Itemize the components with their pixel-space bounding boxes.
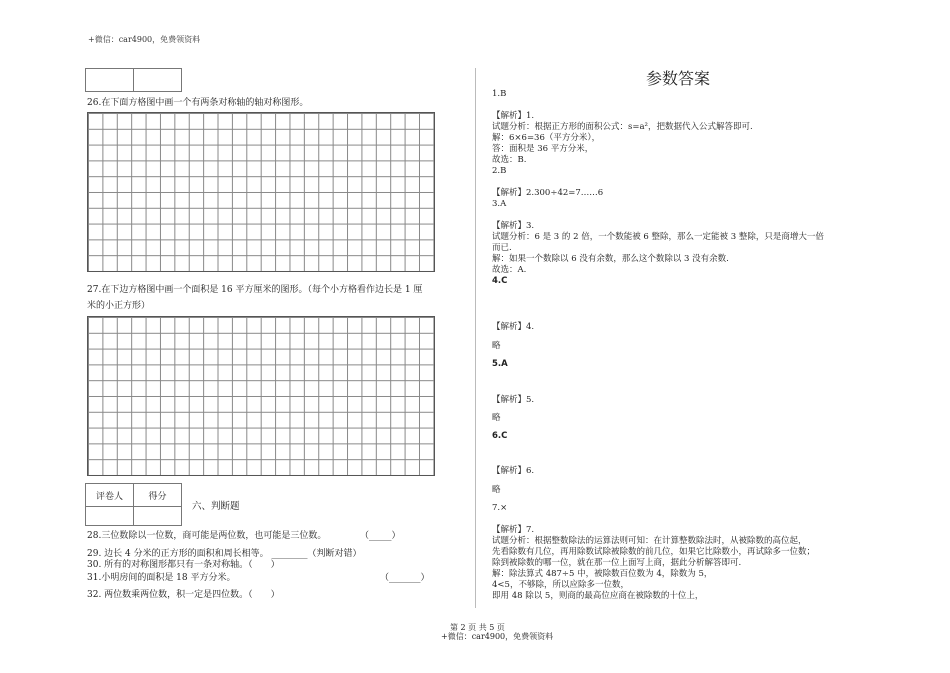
analysis-4-head: 【解析】4.	[492, 322, 535, 332]
answers-part-1	[492, 89, 824, 287]
analysis-7-line: 除到被除数的哪一位，就在那一位上面写上商，据此分析解答即可.	[492, 558, 742, 568]
top-score-cell-2	[134, 69, 182, 92]
analysis-5-head: 【解析】5.	[492, 395, 535, 405]
grid-q26	[87, 112, 435, 272]
question-31-answer-blank[interactable]: （_______）	[380, 573, 430, 583]
grader-header: 评卷人	[86, 484, 134, 507]
analysis-7-line: 【解析】7.	[492, 525, 535, 535]
answer-line: 4.C	[492, 276, 508, 286]
question-31: 31.小明房间的面积是 18 平方分米。	[87, 573, 236, 583]
section-title-judgement: 六、判断题	[192, 501, 240, 512]
analysis-7	[492, 525, 815, 602]
answer-line: 1.B	[492, 89, 507, 99]
question-27-line1: 27.在下边方格图中画一个面积是 16 平方厘米的图形。（每个小方格看作边长是 1 厘	[87, 285, 423, 295]
answers-title: 参数答案	[646, 69, 711, 88]
top-score-cell-1	[86, 69, 134, 92]
analysis-7-line: 4<5，不够除，所以应除多一位数，	[492, 580, 629, 590]
answer-line: 【解析】1.	[492, 111, 535, 121]
header-watermark-note: +微信：car4900，免费领资料	[88, 35, 201, 44]
question-26: 26.在下面方格图中画一个有两条对称轴的轴对称图形。	[87, 98, 309, 108]
analysis-7-line: 即用 48 除以 5，则商的最高位应商在被除数的十位上，	[492, 591, 704, 601]
answer-line: 解：如果一个数除以 6 没有余数，那么这个数除以 3 没有余数.	[492, 254, 729, 264]
question-29: 29. 边长 4 分米的正方形的面积和周长相等。 ________（判断对错）	[87, 549, 362, 559]
answer-line: 【解析】2.300÷42=7……6	[492, 188, 604, 198]
answer-line: 解：6×6=36（平方分米），	[492, 133, 601, 143]
grader-cell	[86, 507, 134, 526]
page-number: 第 2 页 共 5 页	[450, 623, 505, 632]
analysis-6-body: 略	[492, 485, 501, 495]
answer-line: 试题分析：根据正方形的面积公式：s=a²，把数据代入公式解答即可.	[492, 122, 753, 132]
question-27-line2: 米的小正方形）	[87, 301, 151, 311]
score-cell	[134, 507, 182, 526]
answer-line: 2.B	[492, 166, 507, 176]
footer-watermark-note: +微信：car4900，免费领资料	[441, 632, 554, 641]
answer-line: 故选：A.	[492, 265, 527, 275]
question-32: 32. 两位数乘两位数，积一定是四位数。（ ）	[87, 590, 280, 600]
answer-7: 7.×	[492, 503, 508, 513]
analysis-7-line: 试题分析：根据整数除法的运算法则可知：在计算整数除法时，从被除数的高位起，	[492, 536, 807, 546]
analysis-4-body: 略	[492, 341, 501, 351]
answer-line: 答：面积是 36 平方分米，	[492, 144, 594, 154]
analysis-7-line: 先看除数有几位，再用除数试除被除数的前几位，如果它比除数小，再试除多一位数；	[492, 547, 816, 557]
analysis-6-head: 【解析】6.	[492, 466, 535, 476]
section-score-box	[85, 483, 182, 526]
answer-5: 5.A	[492, 359, 508, 369]
column-divider	[475, 68, 476, 608]
answer-spacer	[492, 210, 824, 221]
question-28: 28.三位数除以一位数，商可能是两位数，也可能是三位数。	[87, 531, 327, 541]
answer-spacer	[492, 177, 824, 188]
answer-line: 3.A	[492, 199, 507, 209]
answer-line: 【解析】3.	[492, 221, 535, 231]
answer-line: 试题分析：6 是 3 的 2 倍，一个数能被 6 整除，那么一定能被 3 整除，只是商增大一倍	[492, 232, 824, 242]
answer-line: 而已.	[492, 243, 512, 253]
analysis-7-line: 解：除法算式 487÷5 中，被除数百位数为 4，除数为 5，	[492, 569, 713, 579]
answer-spacer	[492, 100, 824, 111]
score-header: 得分	[134, 484, 182, 507]
answer-6: 6.C	[492, 431, 508, 441]
analysis-5-body: 略	[492, 413, 501, 423]
question-28-answer-blank[interactable]: （_____）	[360, 531, 401, 541]
answer-line: 故选：B.	[492, 155, 527, 165]
grid-q27	[87, 316, 435, 476]
question-30: 30. 所有的对称图形都只有一条对称轴。（ ）	[87, 560, 280, 570]
top-score-box	[85, 68, 182, 92]
